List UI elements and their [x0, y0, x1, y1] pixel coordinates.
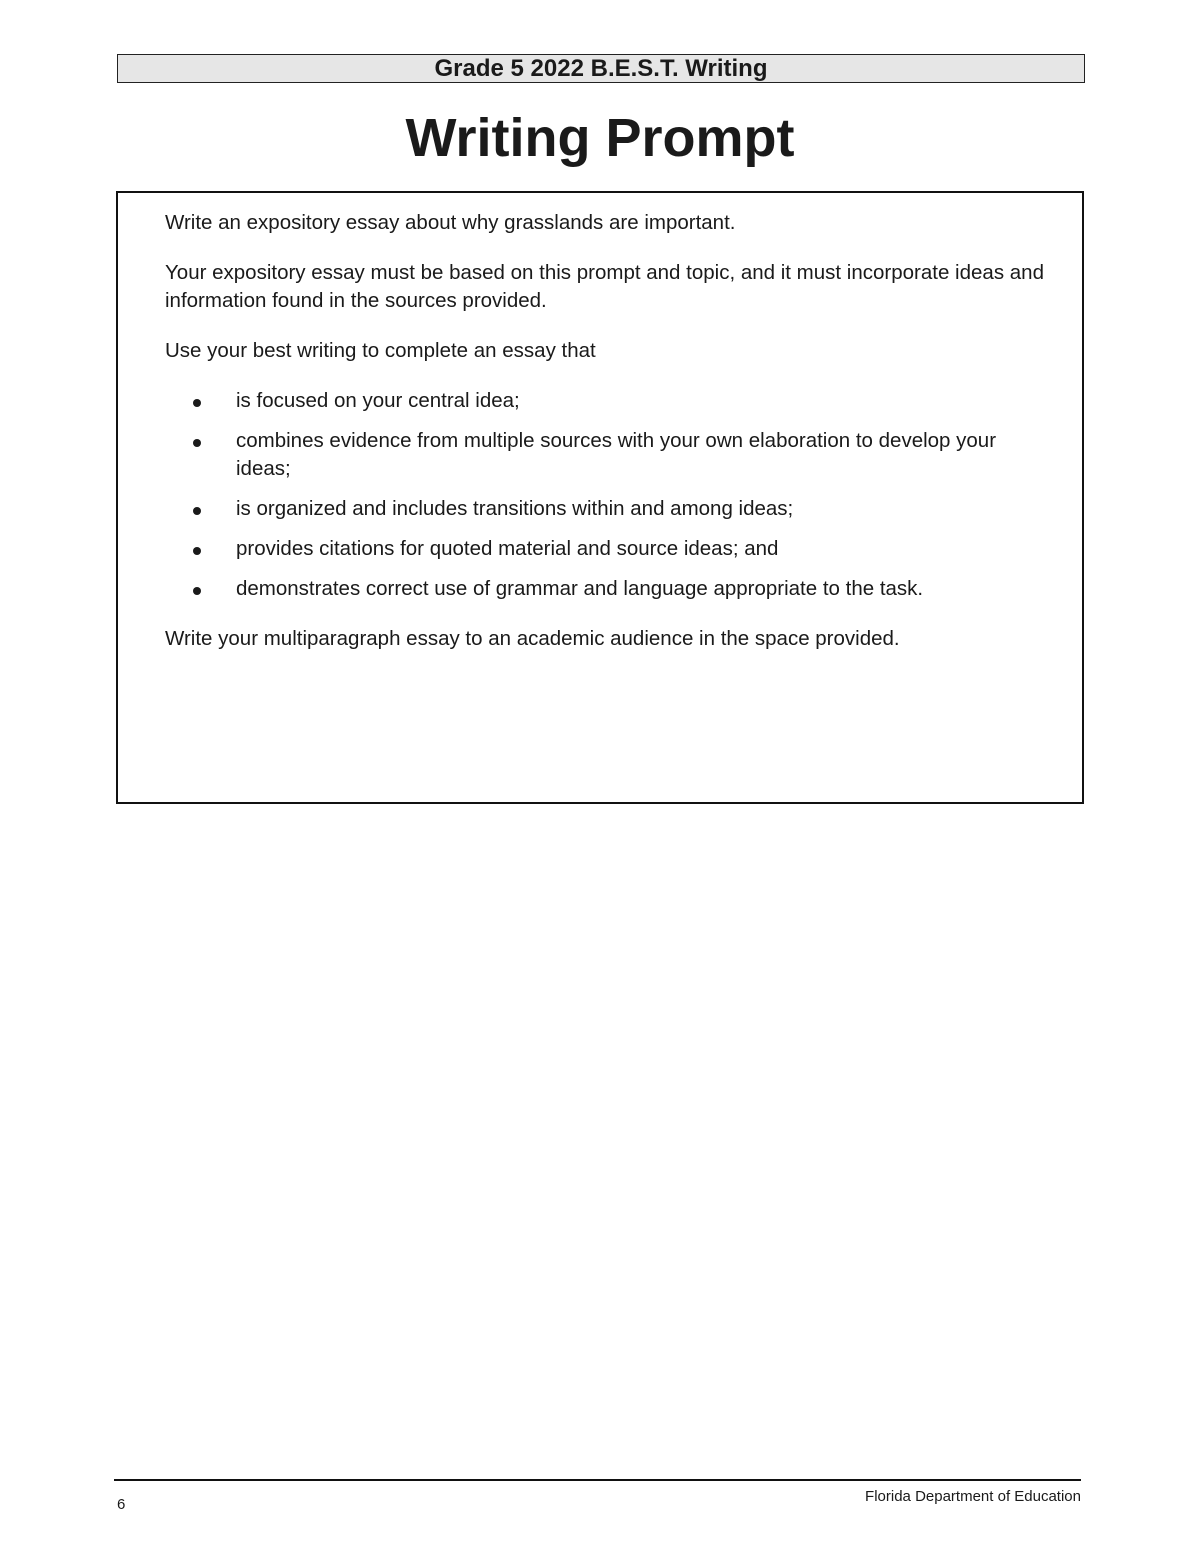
prompt-closing: Write your multiparagraph essay to an academic audience in the space provided. — [165, 627, 900, 650]
prompt-content — [165, 209, 1055, 677]
bullet-icon — [193, 587, 201, 595]
criteria-text: is focused on your central idea; — [236, 389, 520, 412]
prompt-requirement: Your expository essay must be based on this prompt and topic, and it must incorporate ideas and information found in the sources provided. — [165, 261, 1044, 312]
prompt-lead-in: Use your best writing to complete an essay that — [165, 339, 596, 362]
criteria-item — [165, 495, 1055, 523]
prompt-intro: Write an expository essay about why grasslands are important. — [165, 211, 736, 234]
bullet-icon — [193, 547, 201, 555]
criteria-item — [165, 387, 1055, 415]
criteria-item — [165, 535, 1055, 563]
criteria-item — [165, 427, 1055, 483]
criteria-text: provides citations for quoted material and source ideas; and — [236, 537, 779, 560]
criteria-item — [165, 575, 1055, 603]
footer-organization: Florida Department of Education — [865, 1488, 1081, 1505]
criteria-text: is organized and includes transitions within and among ideas; — [236, 497, 794, 520]
bullet-icon — [193, 507, 201, 515]
page-title: Writing Prompt — [405, 108, 795, 168]
footer-divider — [114, 1479, 1081, 1481]
grade-banner — [117, 54, 1085, 83]
page-number: 6 — [117, 1496, 126, 1513]
criteria-text: combines evidence from multiple sources with your own elaboration to develop your ideas; — [236, 429, 997, 480]
grade-banner-text: Grade 5 2022 B.E.S.T. Writing — [434, 55, 768, 82]
criteria-text: demonstrates correct use of grammar and language appropriate to the task. — [236, 577, 924, 600]
criteria-list — [165, 387, 1055, 603]
bullet-icon — [193, 439, 201, 447]
bullet-icon — [193, 399, 201, 407]
